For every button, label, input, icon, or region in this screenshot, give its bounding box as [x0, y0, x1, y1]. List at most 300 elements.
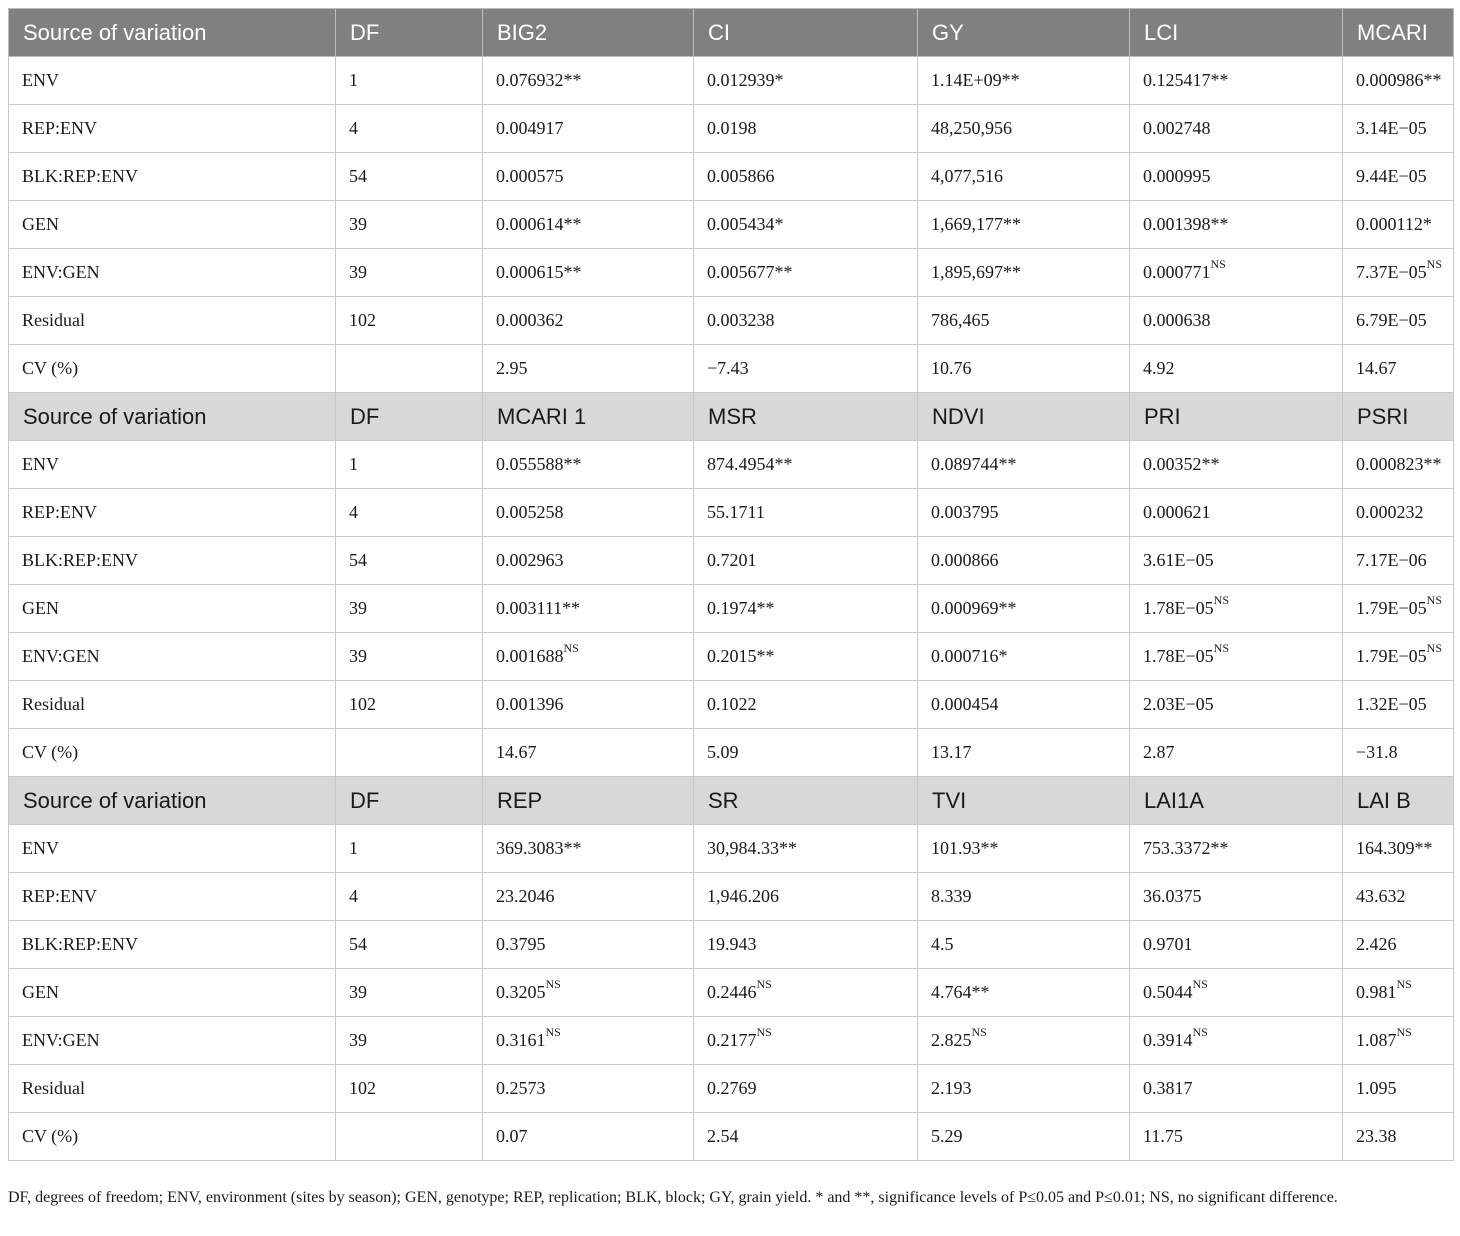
- value-text: 0.2177: [707, 1030, 757, 1050]
- table-row: [9, 1113, 1454, 1161]
- value-text: 2.95: [496, 358, 528, 378]
- value-text: 1,669,177**: [931, 214, 1021, 234]
- value-cell: [918, 969, 1130, 1017]
- source-cell: Residual: [9, 297, 336, 345]
- value-cell: [694, 585, 918, 633]
- value-cell: [1343, 1065, 1454, 1113]
- value-cell: [1343, 969, 1454, 1017]
- value-cell: [1343, 1017, 1454, 1065]
- value-text: 101.93**: [931, 838, 999, 858]
- value-cell: [1130, 1017, 1343, 1065]
- value-cell: [1343, 489, 1454, 537]
- column-header: NDVI: [918, 393, 1130, 441]
- value-cell: [694, 57, 918, 105]
- value-cell: [918, 153, 1130, 201]
- column-header: GY: [918, 9, 1130, 57]
- value-cell: [1343, 441, 1454, 489]
- value-cell: [1130, 729, 1343, 777]
- table-row: [9, 873, 1454, 921]
- value-text: 6.79E−05: [1356, 310, 1427, 330]
- value-text: 0.1974**: [707, 598, 775, 618]
- value-text: 0.125417**: [1143, 70, 1229, 90]
- value-cell: [918, 633, 1130, 681]
- value-cell: [694, 969, 918, 1017]
- value-cell: [1130, 633, 1343, 681]
- value-cell: [1130, 1113, 1343, 1161]
- table-row: [9, 729, 1454, 777]
- source-cell: REP:ENV: [9, 489, 336, 537]
- column-header: SR: [694, 777, 918, 825]
- source-cell: ENV:GEN: [9, 633, 336, 681]
- df-cell: 102: [336, 681, 483, 729]
- value-text: 1.32E−05: [1356, 694, 1427, 714]
- value-cell: [1343, 201, 1454, 249]
- value-text: 1.095: [1356, 1078, 1397, 1098]
- value-text: 786,465: [931, 310, 990, 330]
- header-row: [9, 9, 1454, 57]
- source-cell: Residual: [9, 681, 336, 729]
- source-cell: REP:ENV: [9, 105, 336, 153]
- value-cell: [918, 1017, 1130, 1065]
- column-header: DF: [336, 393, 483, 441]
- value-text: 30,984.33**: [707, 838, 797, 858]
- value-text: 0.000615**: [496, 262, 582, 282]
- table-row: [9, 1017, 1454, 1065]
- column-header: DF: [336, 777, 483, 825]
- value-text: 0.055588**: [496, 454, 582, 474]
- value-cell: [694, 1065, 918, 1113]
- value-cell: [918, 921, 1130, 969]
- value-cell: [694, 825, 918, 873]
- value-text: 0.07: [496, 1126, 528, 1146]
- value-cell: [483, 633, 694, 681]
- value-text: 10.76: [931, 358, 972, 378]
- value-cell: [918, 537, 1130, 585]
- column-header: LAI B: [1343, 777, 1454, 825]
- table-footnote: DF, degrees of freedom; ENV, environment (sites by season); GEN, genotype; REP, replication; BLK, block; GY, grain yield. * and **, significance levels of P≤0.05 and P≤0.01; NS, no significant difference.: [8, 1189, 1338, 1206]
- df-cell: [336, 1113, 483, 1161]
- significance-superscript: NS: [756, 977, 772, 991]
- source-cell: REP:ENV: [9, 873, 336, 921]
- value-cell: [694, 633, 918, 681]
- value-cell: [918, 729, 1130, 777]
- value-cell: [1343, 297, 1454, 345]
- value-cell: [694, 537, 918, 585]
- df-cell: 1: [336, 825, 483, 873]
- value-text: 0.000621: [1143, 502, 1211, 522]
- value-cell: [483, 729, 694, 777]
- value-text: 0.2015**: [707, 646, 775, 666]
- value-cell: [483, 1017, 694, 1065]
- value-cell: [483, 201, 694, 249]
- source-cell: BLK:REP:ENV: [9, 537, 336, 585]
- header-row: [9, 393, 1454, 441]
- value-text: 1,946.206: [707, 886, 779, 906]
- column-header: Source of variation: [9, 777, 336, 825]
- value-cell: [918, 201, 1130, 249]
- value-text: 0.012939*: [707, 70, 784, 90]
- value-text: 5.09: [707, 742, 739, 762]
- value-cell: [1130, 57, 1343, 105]
- column-header: Source of variation: [9, 9, 336, 57]
- value-text: 23.38: [1356, 1126, 1397, 1146]
- source-cell: Residual: [9, 1065, 336, 1113]
- value-text: 0.089744**: [931, 454, 1017, 474]
- value-text: 2.87: [1143, 742, 1175, 762]
- value-text: 0.2446: [707, 982, 757, 1002]
- value-text: 1.14E+09**: [931, 70, 1020, 90]
- column-header: Source of variation: [9, 393, 336, 441]
- column-header: LAI1A: [1130, 777, 1343, 825]
- table-row: [9, 681, 1454, 729]
- value-cell: [1130, 873, 1343, 921]
- value-cell: [483, 57, 694, 105]
- value-cell: [694, 1113, 918, 1161]
- value-text: 0.005677**: [707, 262, 793, 282]
- table-row: [9, 537, 1454, 585]
- value-text: 874.4954**: [707, 454, 793, 474]
- df-cell: 4: [336, 105, 483, 153]
- table-row: [9, 249, 1454, 297]
- value-cell: [483, 297, 694, 345]
- table-row: [9, 489, 1454, 537]
- df-cell: 4: [336, 873, 483, 921]
- value-cell: [1130, 1065, 1343, 1113]
- value-text: 0.2573: [496, 1078, 546, 1098]
- table-row: [9, 57, 1454, 105]
- value-text: 0.9701: [1143, 934, 1193, 954]
- significance-superscript: NS: [756, 1025, 772, 1039]
- value-cell: [1343, 537, 1454, 585]
- value-cell: [1343, 345, 1454, 393]
- value-text: −31.8: [1356, 742, 1398, 762]
- value-text: 36.0375: [1143, 886, 1202, 906]
- df-cell: 1: [336, 441, 483, 489]
- significance-superscript: NS: [1426, 593, 1442, 607]
- value-text: 0.000614**: [496, 214, 582, 234]
- value-text: 0.000232: [1356, 502, 1424, 522]
- value-text: 0.001396: [496, 694, 564, 714]
- table-row: [9, 201, 1454, 249]
- column-header: TVI: [918, 777, 1130, 825]
- df-cell: 102: [336, 1065, 483, 1113]
- value-text: 0.000771: [1143, 262, 1211, 282]
- value-text: 2.03E−05: [1143, 694, 1214, 714]
- source-cell: GEN: [9, 201, 336, 249]
- value-text: 7.37E−05: [1356, 262, 1427, 282]
- column-header: MCARI 1: [483, 393, 694, 441]
- value-cell: [483, 441, 694, 489]
- value-cell: [483, 345, 694, 393]
- significance-superscript: NS: [545, 977, 561, 991]
- value-cell: [1130, 921, 1343, 969]
- value-text: 0.000112*: [1356, 214, 1432, 234]
- value-text: 0.000362: [496, 310, 564, 330]
- value-text: 0.002748: [1143, 118, 1211, 138]
- value-cell: [918, 1065, 1130, 1113]
- value-text: 753.3372**: [1143, 838, 1229, 858]
- value-text: 0.005866: [707, 166, 775, 186]
- df-cell: 39: [336, 969, 483, 1017]
- value-text: 14.67: [496, 742, 537, 762]
- significance-superscript: NS: [1396, 977, 1412, 991]
- value-cell: [918, 345, 1130, 393]
- value-text: 0.004917: [496, 118, 564, 138]
- df-cell: [336, 729, 483, 777]
- value-cell: [1130, 537, 1343, 585]
- value-text: 1,895,697**: [931, 262, 1021, 282]
- value-cell: [1343, 585, 1454, 633]
- value-text: 0.000716*: [931, 646, 1008, 666]
- value-text: 23.2046: [496, 886, 555, 906]
- value-text: 0.000969**: [931, 598, 1017, 618]
- table-row: [9, 825, 1454, 873]
- value-cell: [1130, 489, 1343, 537]
- value-cell: [483, 969, 694, 1017]
- value-text: 9.44E−05: [1356, 166, 1427, 186]
- significance-superscript: NS: [1213, 593, 1229, 607]
- value-cell: [483, 249, 694, 297]
- significance-superscript: NS: [971, 1025, 987, 1039]
- value-cell: [918, 297, 1130, 345]
- value-text: 0.000638: [1143, 310, 1211, 330]
- table-row: [9, 921, 1454, 969]
- value-text: 0.002963: [496, 550, 564, 570]
- value-cell: [1343, 681, 1454, 729]
- value-cell: [694, 873, 918, 921]
- value-cell: [918, 489, 1130, 537]
- value-cell: [918, 585, 1130, 633]
- value-cell: [483, 489, 694, 537]
- value-text: 48,250,956: [931, 118, 1012, 138]
- source-cell: BLK:REP:ENV: [9, 153, 336, 201]
- header-row: [9, 777, 1454, 825]
- value-cell: [918, 441, 1130, 489]
- value-text: 11.75: [1143, 1126, 1183, 1146]
- value-cell: [1343, 633, 1454, 681]
- value-text: 1.79E−05: [1356, 646, 1427, 666]
- value-text: 0.076932**: [496, 70, 582, 90]
- value-text: 0.005434*: [707, 214, 784, 234]
- value-text: 0.3161: [496, 1030, 546, 1050]
- value-text: 2.54: [707, 1126, 739, 1146]
- df-cell: 39: [336, 249, 483, 297]
- value-cell: [694, 921, 918, 969]
- value-cell: [694, 729, 918, 777]
- value-cell: [483, 585, 694, 633]
- value-cell: [483, 1065, 694, 1113]
- value-text: 0.003238: [707, 310, 775, 330]
- table-row: [9, 105, 1454, 153]
- value-text: 0.7201: [707, 550, 757, 570]
- value-text: 2.193: [931, 1078, 972, 1098]
- value-text: 55.1711: [707, 502, 765, 522]
- value-text: 3.14E−05: [1356, 118, 1427, 138]
- value-text: 0.0198: [707, 118, 757, 138]
- value-text: 0.003795: [931, 502, 999, 522]
- value-text: 7.17E−06: [1356, 550, 1427, 570]
- value-text: 0.2769: [707, 1078, 757, 1098]
- value-text: 0.001688: [496, 646, 564, 666]
- source-cell: ENV: [9, 825, 336, 873]
- value-text: 164.309**: [1356, 838, 1433, 858]
- value-text: 0.000995: [1143, 166, 1211, 186]
- value-text: 0.000986**: [1356, 70, 1442, 90]
- value-cell: [1343, 921, 1454, 969]
- value-cell: [483, 873, 694, 921]
- source-cell: ENV: [9, 57, 336, 105]
- significance-superscript: NS: [1396, 1025, 1412, 1039]
- significance-superscript: NS: [1426, 641, 1442, 655]
- value-cell: [1343, 153, 1454, 201]
- df-cell: [336, 345, 483, 393]
- value-text: 369.3083**: [496, 838, 582, 858]
- value-cell: [1130, 249, 1343, 297]
- table-row: [9, 297, 1454, 345]
- value-text: 0.000575: [496, 166, 564, 186]
- value-text: 0.5044: [1143, 982, 1193, 1002]
- df-cell: 54: [336, 153, 483, 201]
- significance-superscript: NS: [1213, 641, 1229, 655]
- value-text: 4.92: [1143, 358, 1175, 378]
- source-cell: CV (%): [9, 1113, 336, 1161]
- value-text: 0.000454: [931, 694, 999, 714]
- significance-superscript: NS: [1192, 977, 1208, 991]
- value-cell: [1130, 105, 1343, 153]
- source-cell: ENV:GEN: [9, 1017, 336, 1065]
- value-text: 0.00352**: [1143, 454, 1220, 474]
- value-cell: [694, 345, 918, 393]
- table-row: [9, 969, 1454, 1017]
- value-text: 0.003111**: [496, 598, 581, 618]
- value-cell: [483, 537, 694, 585]
- df-cell: 102: [336, 297, 483, 345]
- value-text: 2.825: [931, 1030, 972, 1050]
- value-cell: [918, 1113, 1130, 1161]
- df-cell: 39: [336, 201, 483, 249]
- value-text: 13.17: [931, 742, 972, 762]
- source-cell: ENV: [9, 441, 336, 489]
- value-cell: [694, 153, 918, 201]
- value-text: 4.764**: [931, 982, 990, 1002]
- significance-superscript: NS: [545, 1025, 561, 1039]
- value-cell: [1343, 729, 1454, 777]
- column-header: MSR: [694, 393, 918, 441]
- value-text: 0.3817: [1143, 1078, 1193, 1098]
- value-cell: [483, 105, 694, 153]
- value-text: 5.29: [931, 1126, 963, 1146]
- value-cell: [1130, 585, 1343, 633]
- value-cell: [1130, 201, 1343, 249]
- value-text: 19.943: [707, 934, 757, 954]
- value-text: 0.001398**: [1143, 214, 1229, 234]
- anova-table-body: [9, 9, 1454, 1161]
- source-cell: BLK:REP:ENV: [9, 921, 336, 969]
- value-cell: [1343, 1113, 1454, 1161]
- value-text: −7.43: [707, 358, 749, 378]
- table-row: [9, 633, 1454, 681]
- value-text: 0.981: [1356, 982, 1397, 1002]
- value-cell: [483, 921, 694, 969]
- source-cell: CV (%): [9, 345, 336, 393]
- df-cell: 54: [336, 537, 483, 585]
- value-text: 1.79E−05: [1356, 598, 1427, 618]
- value-cell: [1343, 105, 1454, 153]
- table-row: [9, 441, 1454, 489]
- value-cell: [918, 873, 1130, 921]
- df-cell: 1: [336, 57, 483, 105]
- table-row: [9, 585, 1454, 633]
- value-cell: [694, 1017, 918, 1065]
- value-cell: [483, 825, 694, 873]
- column-header: REP: [483, 777, 694, 825]
- value-cell: [918, 825, 1130, 873]
- column-header: PSRI: [1343, 393, 1454, 441]
- significance-superscript: NS: [563, 641, 579, 655]
- value-cell: [918, 57, 1130, 105]
- value-cell: [694, 297, 918, 345]
- value-text: 0.005258: [496, 502, 564, 522]
- value-cell: [483, 681, 694, 729]
- column-header: MCARI: [1343, 9, 1454, 57]
- value-text: 0.3914: [1143, 1030, 1193, 1050]
- column-header: CI: [694, 9, 918, 57]
- value-cell: [694, 201, 918, 249]
- value-cell: [694, 249, 918, 297]
- value-cell: [1130, 441, 1343, 489]
- value-cell: [1130, 825, 1343, 873]
- column-header: DF: [336, 9, 483, 57]
- anova-table: [8, 8, 1454, 1161]
- value-cell: [1343, 57, 1454, 105]
- value-cell: [918, 105, 1130, 153]
- df-cell: 4: [336, 489, 483, 537]
- value-cell: [1343, 825, 1454, 873]
- source-cell: GEN: [9, 585, 336, 633]
- value-cell: [694, 441, 918, 489]
- value-cell: [483, 153, 694, 201]
- value-cell: [1130, 153, 1343, 201]
- df-cell: 39: [336, 585, 483, 633]
- table-row: [9, 153, 1454, 201]
- value-cell: [1130, 345, 1343, 393]
- significance-superscript: NS: [1210, 257, 1226, 271]
- value-cell: [1130, 681, 1343, 729]
- column-header: BIG2: [483, 9, 694, 57]
- source-cell: ENV:GEN: [9, 249, 336, 297]
- value-text: 0.000866: [931, 550, 999, 570]
- value-text: 1.78E−05: [1143, 598, 1214, 618]
- value-text: 14.67: [1356, 358, 1397, 378]
- value-cell: [918, 681, 1130, 729]
- df-cell: 54: [336, 921, 483, 969]
- value-text: 0.3795: [496, 934, 546, 954]
- source-cell: GEN: [9, 969, 336, 1017]
- value-cell: [483, 1113, 694, 1161]
- value-text: 1.087: [1356, 1030, 1397, 1050]
- value-cell: [1343, 249, 1454, 297]
- value-text: 0.1022: [707, 694, 757, 714]
- value-cell: [918, 249, 1130, 297]
- column-header: LCI: [1130, 9, 1343, 57]
- df-cell: 39: [336, 1017, 483, 1065]
- value-text: 43.632: [1356, 886, 1406, 906]
- value-text: 4.5: [931, 934, 954, 954]
- value-cell: [1343, 873, 1454, 921]
- value-text: 4,077,516: [931, 166, 1003, 186]
- value-text: 3.61E−05: [1143, 550, 1214, 570]
- significance-superscript: NS: [1192, 1025, 1208, 1039]
